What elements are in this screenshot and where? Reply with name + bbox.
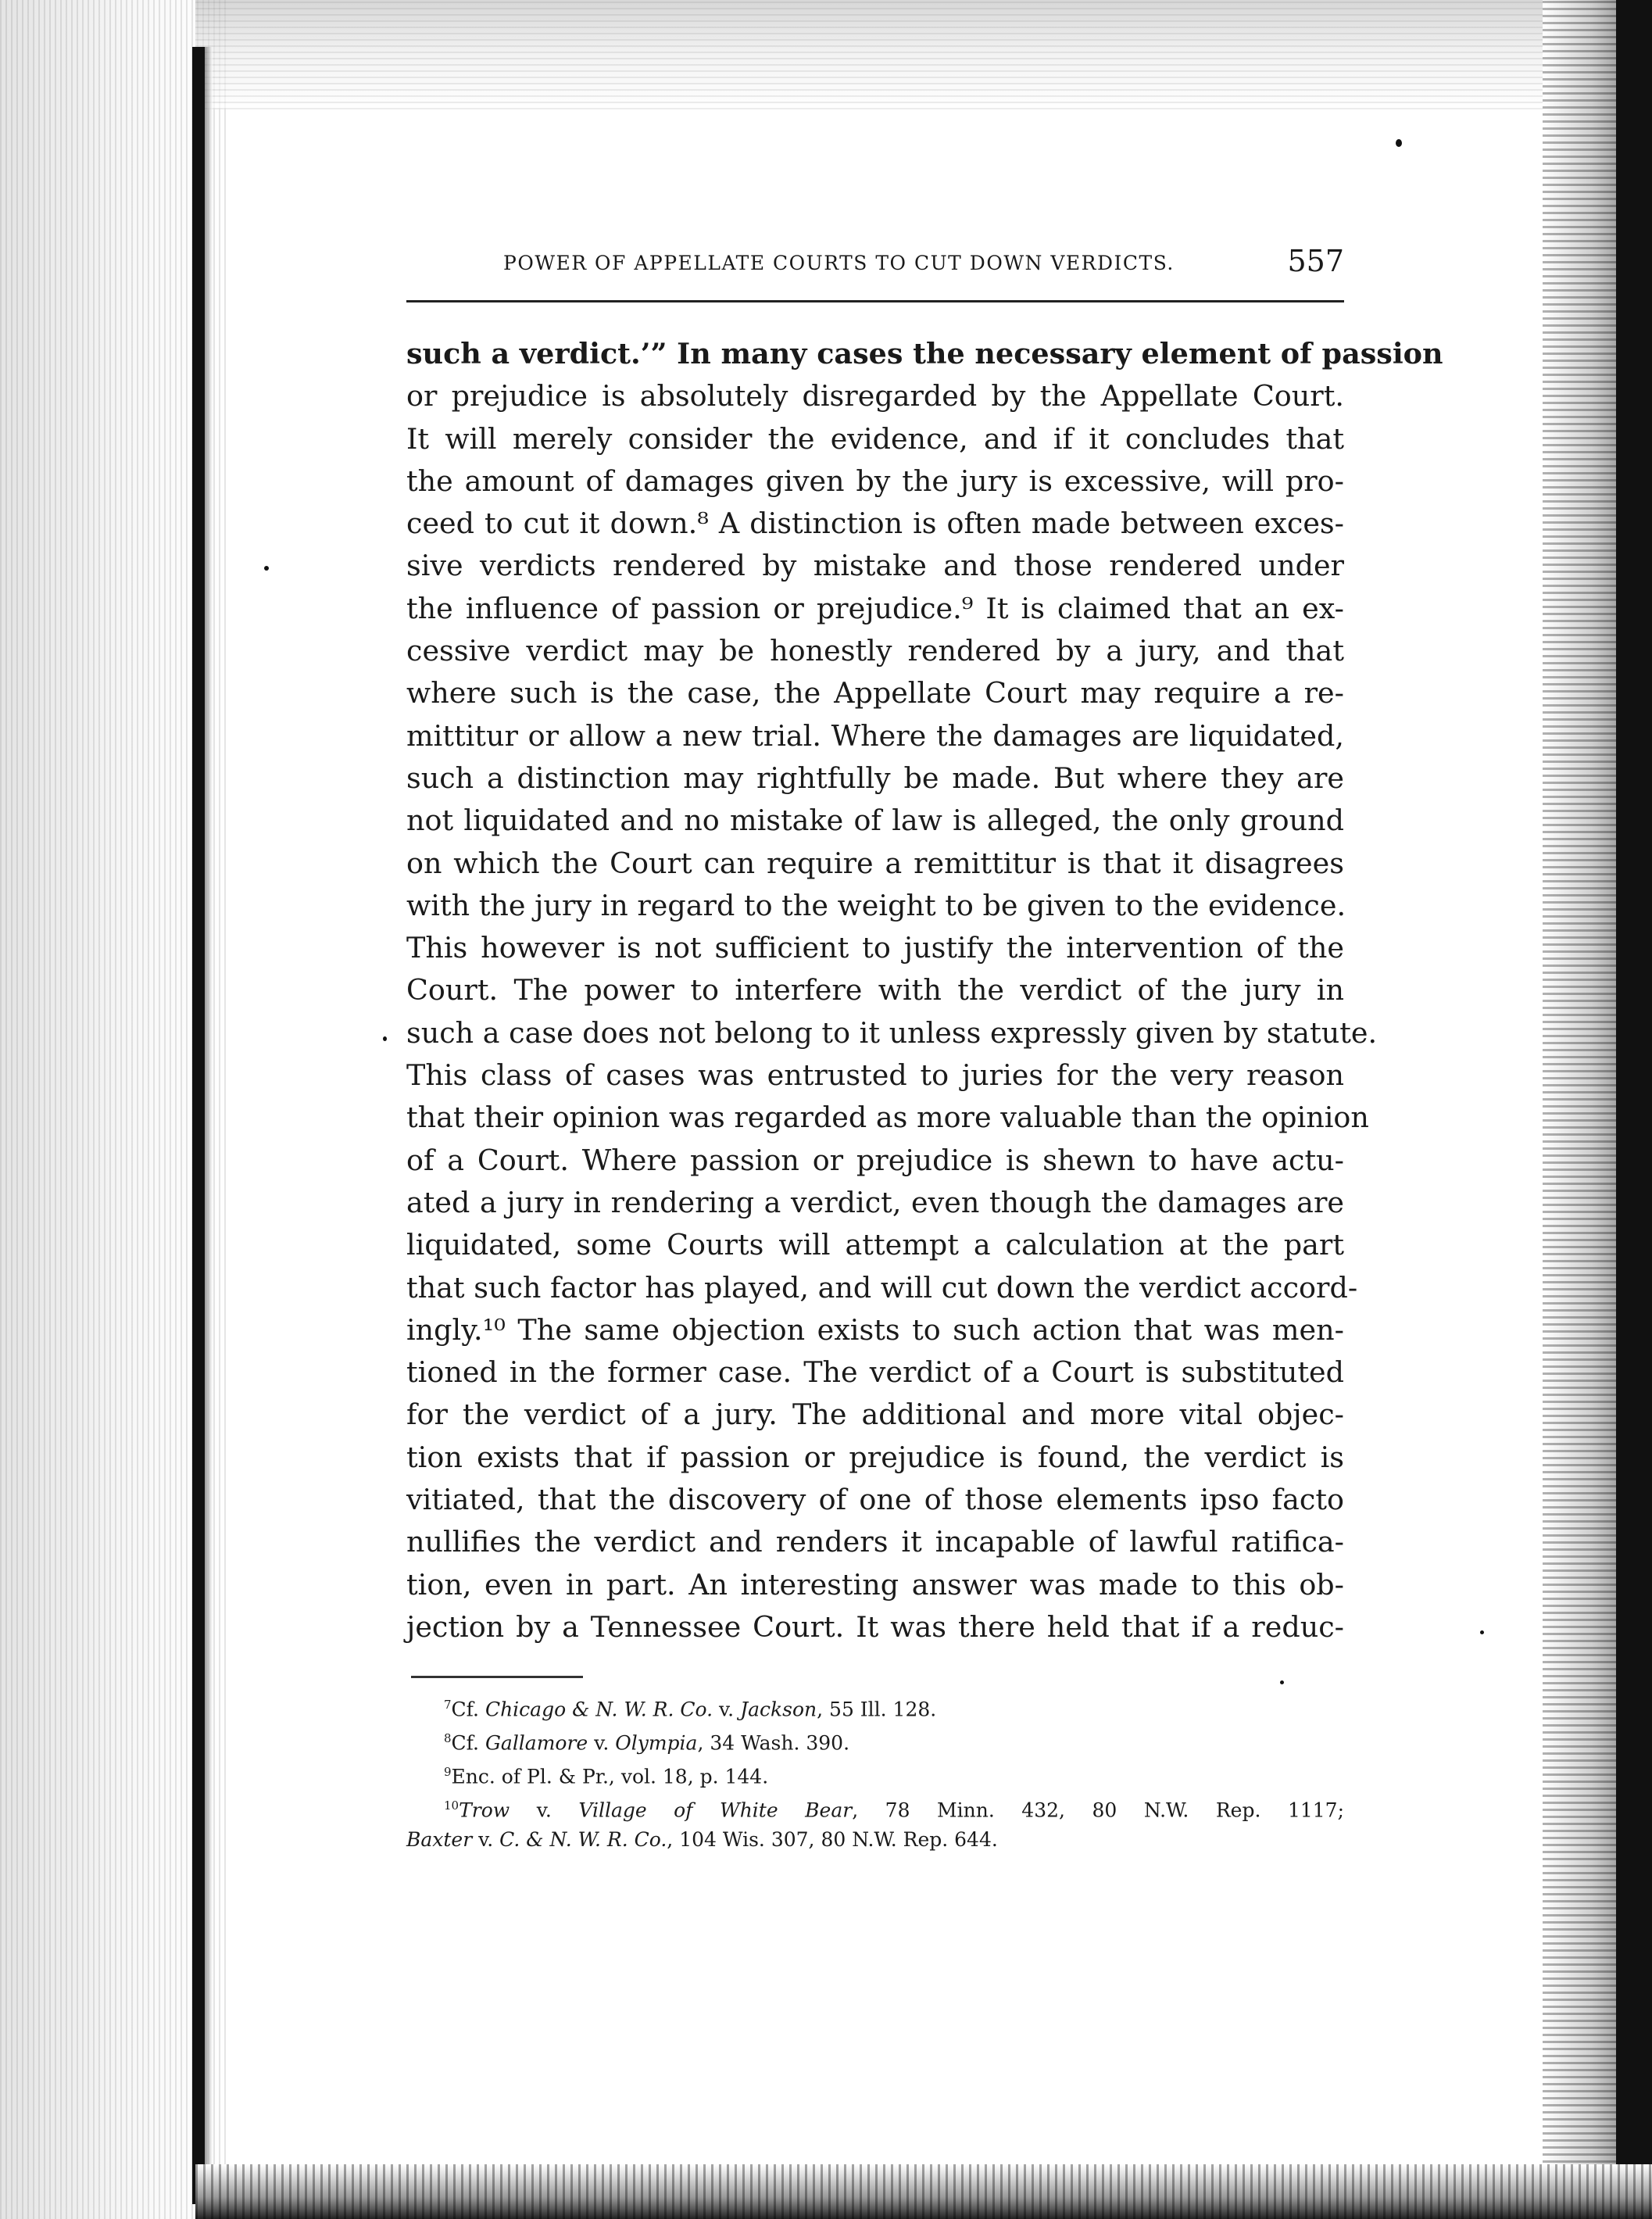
body-line: mittitur or allow a new trial. Where the damages are liquidated, [406, 718, 1344, 753]
body-line: It will merely consider the evidence, and if it concludes that [406, 421, 1344, 456]
citation: , 55 Ill. 128. [817, 1698, 937, 1721]
body-line: jection by a Tennessee Court. It was there held that if a reduc- [406, 1609, 1344, 1644]
footnote-prefix: Cf. [451, 1731, 485, 1755]
body-line: the amount of damages given by the jury is excessive, will pro- [406, 463, 1344, 498]
footnote-text: Enc. of Pl. & Pr., vol. 18, p. 144. [451, 1765, 769, 1788]
speck-mark [1396, 139, 1402, 147]
versus: v. [510, 1798, 579, 1822]
citation: , 34 Wash. 390. [697, 1731, 850, 1755]
running-title: POWER OF APPELLATE COURTS TO CUT DOWN VERDICTS. [503, 252, 1175, 274]
footnote-number: 9 [444, 1765, 452, 1779]
case-name: Village of White Bear [578, 1798, 853, 1822]
case-name: Olympia [615, 1731, 698, 1755]
scan-binding-edge [192, 47, 205, 2204]
body-line: ingly.¹⁰ The same objection exists to such action that was men- [406, 1312, 1344, 1347]
versus: v. [713, 1698, 741, 1721]
scan-right-edge [1616, 0, 1652, 2219]
body-line: This however is not sufficient to justify the intervention of the [406, 931, 1344, 965]
body-line: sive verdicts rendered by mistake and those rendered under [406, 549, 1344, 583]
body-line: Court. The power to interfere with the verdict of the jury in [406, 973, 1344, 1007]
versus: v. [472, 1828, 500, 1851]
case-name: Jackson [740, 1698, 817, 1721]
footnote-7 [406, 1688, 1344, 1722]
body-line: that such factor has played, and will cut down the verdict accord- [406, 1270, 1358, 1305]
body-line: or prejudice is absolutely disregarded by the Appellate Court. [406, 379, 1344, 413]
speck-mark [1480, 1630, 1484, 1634]
body-line: the influence of passion or prejudice.⁹ It is claimed that an ex- [406, 591, 1344, 625]
body-line: such a case does not belong to it unless expressly given by statute. [406, 1015, 1378, 1050]
speck-mark [1280, 1680, 1284, 1684]
footnote-rule [411, 1676, 583, 1678]
body-line: on which the Court can require a remittitur is that it disagrees [406, 846, 1344, 880]
body-line: with the jury in regard to the weight to be given to the evidence. [406, 888, 1346, 922]
footnote-number: 8 [444, 1731, 452, 1745]
versus: v. [588, 1731, 616, 1755]
speck-mark [264, 566, 269, 571]
page-number: 557 [1287, 244, 1344, 278]
footnote-9 [406, 1756, 1344, 1789]
page-header [406, 244, 1344, 288]
body-line: that their opinion was regarded as more valuable than the opinion [406, 1101, 1369, 1135]
body-line: such a distinction may rightfully be made. But where they are [406, 761, 1344, 795]
footnote-10-continued [406, 1823, 1344, 1856]
citation: , 104 Wis. 307, 80 N.W. Rep. 644. [667, 1828, 998, 1851]
case-name: C. & N. W. R. Co. [499, 1828, 667, 1851]
case-name: Chicago & N. W. R. Co. [485, 1698, 713, 1721]
footnotes [406, 1688, 1344, 1856]
body-line: vitiated, that the discovery of one of those elements ipso facto [406, 1483, 1344, 1517]
body-line: ated a jury in rendering a verdict, even though the damages are [406, 1185, 1344, 1219]
body-line: nullifies the verdict and renders it incapable of lawful ratifica- [406, 1525, 1344, 1559]
footnote-10 [406, 1789, 1344, 1823]
body-line: This class of cases was entrusted to juries for the very reason [406, 1058, 1344, 1093]
case-name: Trow [459, 1798, 510, 1822]
body-line: liquidated, some Courts will attempt a calculation at the part [406, 1228, 1344, 1262]
footnote-number: 7 [444, 1698, 452, 1712]
body-line: tion exists that if passion or prejudice is found, the verdict is [406, 1440, 1344, 1474]
body-line: not liquidated and no mistake of law is alleged, the only ground [406, 803, 1344, 838]
body-text [406, 333, 1443, 1648]
speck-mark [383, 1036, 387, 1041]
case-name: Gallamore [485, 1731, 588, 1755]
body-line: cessive verdict may be honestly rendered by a jury, and that [406, 634, 1344, 668]
body-line: ceed to cut it down.⁸ A distinction is often made between exces- [406, 506, 1344, 541]
body-line: tion, even in part. An interesting answer was made to this ob- [406, 1567, 1344, 1602]
body-line: for the verdict of a jury. The additional and more vital objec- [406, 1398, 1344, 1432]
body-line: such a verdict.’” In many cases the necessary element of passion [406, 337, 1443, 370]
footnote-prefix: Cf. [451, 1698, 485, 1721]
footnote-number: 10 [444, 1798, 459, 1813]
footnote-8 [406, 1722, 1344, 1756]
body-line: of a Court. Where passion or prejudice is shewn to have actu- [406, 1143, 1344, 1177]
body-line: tioned in the former case. The verdict of a Court is substituted [406, 1355, 1344, 1390]
citation: , 78 Minn. 432, 80 N.W. Rep. 1117; [852, 1798, 1344, 1822]
body-line: where such is the case, the Appellate Court may require a re- [406, 676, 1344, 710]
header-rule [406, 300, 1344, 302]
scan-binding-gradient [205, 47, 213, 2204]
case-name: Baxter [406, 1828, 473, 1851]
scan-bottom-shadow [195, 2164, 1652, 2219]
scan-top-shadow [195, 0, 1652, 109]
